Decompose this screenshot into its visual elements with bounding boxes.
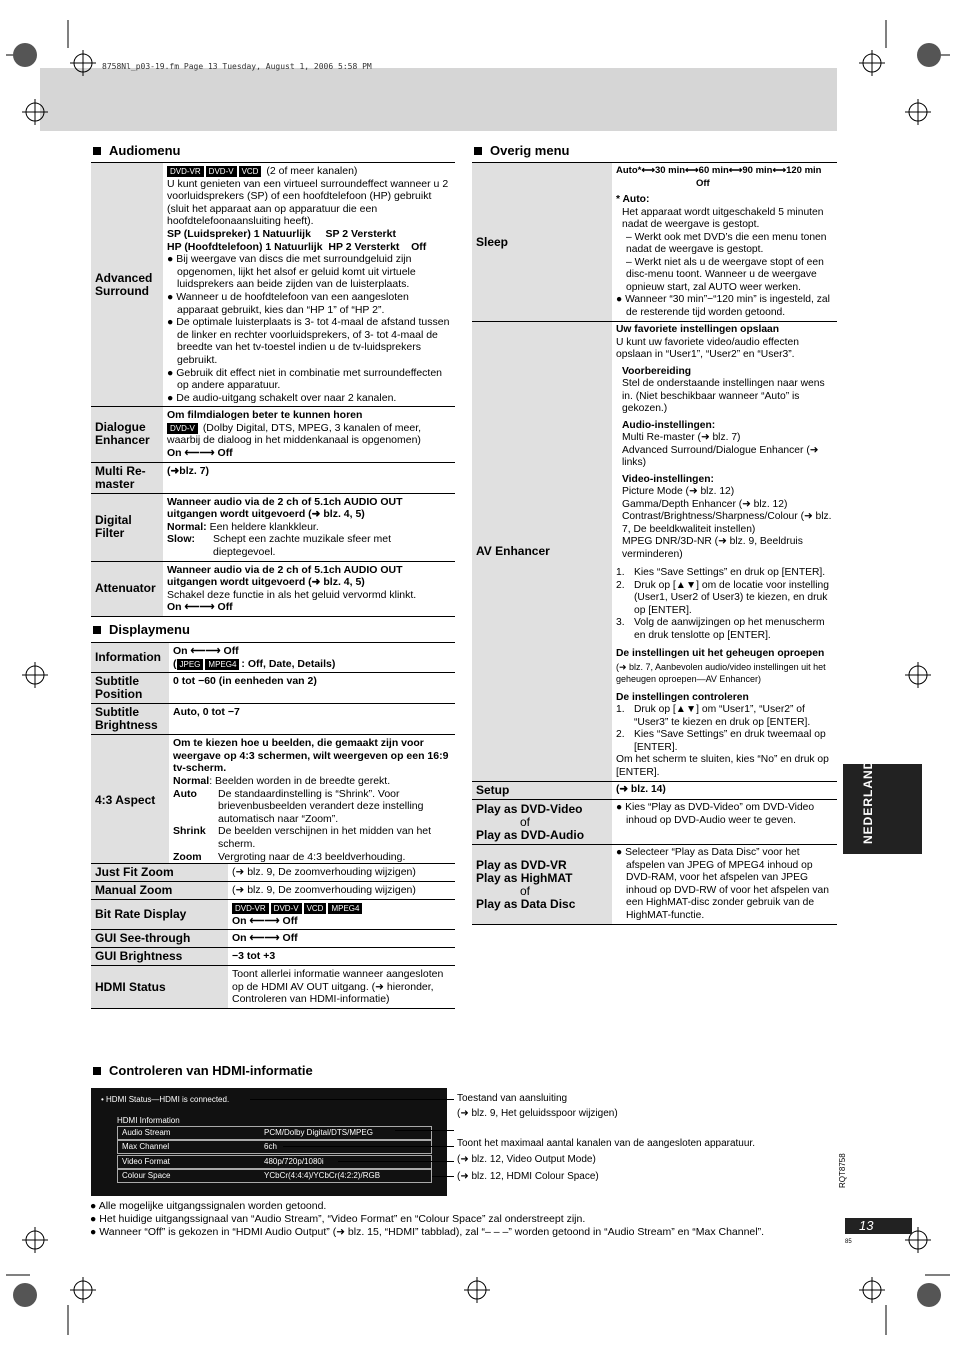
table-row (472, 782, 837, 800)
play-as-data-disc-value (612, 845, 837, 925)
table-row (472, 163, 837, 322)
callout-connection: Toestand van aansluiting (457, 1093, 568, 1104)
hdmi-info-screen (91, 1088, 447, 1196)
list-item: ● Wanneer “Off” is gekozen in “HDMI Audio Output” (➜ blz. 15, “HDMI” tabblad), zal “– – –” worden getoond in “Audio Stream” en “Max Channel”. (90, 1226, 765, 1238)
table-row (472, 800, 837, 845)
hdmi-row-colour-space: Colour Space YCbCr(4:4:4)/YCbCr(4:2:2)/RGB (117, 1169, 432, 1183)
table-row (91, 966, 455, 1009)
table-row (91, 930, 455, 948)
gui-brightness-key: GUI Brightness (91, 948, 228, 966)
just-fit-zoom-key: Just Fit Zoom (91, 864, 228, 882)
list-item: ● De optimale luisterplaats is 3- tot 4-maal de afstand tussen de linker en rechter voorluidsprekers, of 3- tot 4-maal de breedte van het tv-toestel indien u de tv-luidsprekers gebruikt. (167, 316, 450, 366)
setup-value: (➜ blz. 14) (612, 782, 837, 800)
hdmi-row-max-channel: Max Channel 6ch (117, 1140, 432, 1154)
sleep-key: Sleep (472, 163, 612, 322)
table-row (91, 864, 455, 882)
other-menu-title: Overig menu (474, 143, 569, 158)
list-item: ● Wanneer “30 min”−“120 min” is ingesteld, zal de resterende tijd worden getoond. (616, 294, 830, 318)
table-row (472, 322, 837, 782)
play-as-dvd-audio-key: Play as DVD-Video of Play as DVD-Audio (472, 800, 612, 845)
list-item: ● Selecteer “Play as Data Disc” voor het afspelen van JPEG of MPEG4 inhoud op DVD-RAM, voor het afspelen van JPEG inhoud op DVD-RW of voor het afspelen van een HighMAT-disc zonder gebruik van de HighMAT-functie. (616, 847, 830, 921)
hdmi-status-key: HDMI Status (91, 966, 228, 1009)
rqt-code: RQT8758 (838, 1153, 847, 1188)
list-item: ● Wanneer u de hoofdtelefoon van een aangesloten apparaat gebruikt, kies dan “HP 1” of “HP 2”. (167, 290, 409, 316)
table-row (91, 704, 455, 735)
list-item: 1. Kies “Save Settings” en druk op [ENTER]. (616, 567, 826, 578)
frame-info: 8758Nl_p03-19.fm Page 13 Tuesday, August 1, 2006 5:58 PM (102, 62, 372, 71)
advanced-surround-key: Advanced Surround (91, 163, 163, 407)
digital-filter-value: Wanneer audio via de 2 ch of 5.1ch AUDIO OUT uitgangen wordt uitgevoerd (➜ blz. 4, 5) Normal: Een heldere klankkleur. Slow: Schept een zachte muzikale sfeer met dieptegevoel. (163, 493, 455, 561)
advanced-surround-value: DVD-VR DVD-V VCD (2 of meer kanalen) U kunt genieten van een virtueel surroundeffect wanneer u 2 voorluidsprekers (SP) of een hoofdtelefoon (HP) gebruikt (sluit het apparaat aan op apparatuur die een hoofdtelefoonaansluiting heeft). SP (Luidspreker) 1 Natuurlijk SP 2 Versterkt HP (Hoofdtelefoon) 1 Natuurlijk HP 2 Versterkt Off ● Bij weergave van discs die met surroundgeluid zijn opgenomen, lijkt het alsof er geluid komt uit virtuele luidsprekers aan beide zijden van de luisterplaats. ● Wanneer u de hoofdtelefoon van een aangesloten apparaat gebruikt, kies dan “HP 1” of “HP 2”. ● De optimale luisterplaats is 3- tot 4-maal de afstand tussen de linker en rechter voorluidsprekers, of 3- tot 4-maal de breedte van het tv-toestel indien u de tv-luidsprekers gebruikt. ● Gebruik dit effect niet in combinatie met surroundeffecten op andere apparatuur. ● De audio-uitgang schakelt over naar 2 kanalen. (163, 163, 455, 407)
table-row (91, 163, 455, 407)
play-as-data-disc-key: Play as DVD-VR Play as HighMAT of Play as Data Disc (472, 845, 612, 925)
table-row (91, 948, 455, 966)
bit-rate-display-key: Bit Rate Display (91, 900, 228, 930)
display-menu-table-2 (91, 863, 455, 1009)
multi-remaster-value: (➜blz. 7) (163, 462, 455, 493)
av-enhancer-key: AV Enhancer (472, 322, 612, 782)
information-value: On ⟵⟶ Off ( JPEG MPEG4 : Off, Date, Details) (169, 643, 455, 673)
subtitle-brightness-key: Subtitle Brightness (91, 704, 169, 735)
subtitle-brightness-value: Auto, 0 tot −7 (169, 704, 455, 735)
table-row (91, 882, 455, 900)
bit-rate-display-value: DVD-VR DVD-V VCD MPEG4 On ⟵⟶ Off (228, 900, 455, 930)
hdmi-status-line: • HDMI Status—HDMI is connected. (101, 1095, 230, 1104)
hdmi-section-title: Controleren van HDMI-informatie (93, 1063, 313, 1078)
language-tab: NEDERLANDS (843, 764, 922, 854)
table-row (91, 900, 455, 930)
setup-key: Setup (472, 782, 612, 800)
hdmi-info-heading: HDMI Information (117, 1116, 180, 1125)
subtitle-position-value: 0 tot −60 (in eenheden van 2) (169, 673, 455, 704)
small-number: 85 (845, 1239, 852, 1245)
list-item: ● Kies “Play as DVD-Video” om DVD-Video inhoud op DVD-Audio weer te geven. (616, 802, 815, 826)
table-row (91, 735, 455, 866)
multi-remaster-key: Multi Re-master (91, 462, 163, 493)
list-item: ● Gebruik dit effect niet in combinatie met surroundeffecten op andere apparatuur. (167, 366, 443, 392)
audio-menu-title: Audiomenu (93, 143, 181, 158)
information-key: Information (91, 643, 169, 673)
aspect-value: Om te kiezen hoe u beelden, die gemaakt zijn voor weergave op 4:3 schermen, wilt weergeven op een 16:9 tv-scherm. Normal: Beelden worden in de breedte gerekt. Auto De standaardinstelling is “Shrink”. Voor brievenbusbeelden verandert deze instelling automatisch naar “Zoom”. Shrink De beelden verschijnen in het midden van het scherm. Zoom Vergroting naar de 4:3 beeldverhouding. (169, 735, 455, 866)
other-menu-table (472, 162, 837, 925)
hdmi-row-audio-stream: Audio Stream PCM/Dolby Digital/DTS/MPEG (117, 1126, 432, 1140)
list-item: 2. Kies “Save Settings” en druk tweemaal op [ENTER]. (616, 729, 826, 753)
callout-audio-stream: (➜ blz. 9, Het geluidsspoor wijzigen) (457, 1108, 618, 1119)
hdmi-status-value: Toont allerlei informatie wanneer aangesloten op de HDMI AV OUT uitgang. (➜ hieronder, Controleren van HDMI-informatie) (228, 966, 455, 1009)
aspect-key: 4:3 Aspect (91, 735, 169, 866)
table-row (91, 673, 455, 704)
dialogue-enhancer-key: Dialogue Enhancer (91, 407, 163, 462)
attenuator-value: Wanneer audio via de 2 ch of 5.1ch AUDIO OUT uitgangen wordt uitgevoerd (➜ blz. 4, 5) Schakel deze functie in als het geluid vervormd klinkt. On ⟵⟶ Off (163, 561, 455, 616)
gui-brightness-value: −3 tot +3 (228, 948, 455, 966)
table-row (91, 643, 455, 673)
callout-colour-space: (➜ blz. 12, HDMI Colour Space) (457, 1171, 599, 1182)
gui-see-through-key: GUI See-through (91, 930, 228, 948)
list-item: ● Het huidige uitgangssignaal van “Audio Stream”, “Video Format” en “Colour Space” zal onderstreept zijn. (90, 1213, 586, 1225)
table-row (91, 407, 455, 462)
audio-menu-table (91, 162, 455, 617)
table-row (91, 462, 455, 493)
dialogue-enhancer-value: Om filmdialogen beter te kunnen horen DVD-V (Dolby Digital, DTS, MPEG, 3 kanalen of meer, waarbij de dialoog in het middenkanaal is opgenomen) On ⟵⟶ Off (163, 407, 455, 462)
callout-max-channel: Toont het maximaal aantal kanalen van de aangesloten apparatuur. (457, 1138, 755, 1149)
play-as-dvd-audio-value (612, 800, 837, 845)
list-item: ● De audio-uitgang schakelt over naar 2 kanalen. (167, 391, 397, 404)
table-row (91, 561, 455, 616)
hdmi-row-video-format: Video Format 480p/720p/1080i (117, 1155, 432, 1169)
display-menu-table (91, 642, 455, 866)
just-fit-zoom-value: (➜ blz. 9, De zoomverhouding wijzigen) (228, 864, 455, 882)
subtitle-position-key: Subtitle Position (91, 673, 169, 704)
list-item: 3. Volg de aanwijzingen op het menuscherm en druk tenslotte op [ENTER]. (616, 617, 825, 641)
display-menu-title: Displaymenu (93, 622, 190, 637)
attenuator-key: Attenuator (91, 561, 163, 616)
manual-zoom-key: Manual Zoom (91, 882, 228, 900)
list-item: ● Alle mogelijke uitgangssignalen worden getoond. (90, 1200, 327, 1212)
table-row (472, 845, 837, 925)
digital-filter-key: Digital Filter (91, 493, 163, 561)
list-item: 2. Druk op [▲▼] om de locatie voor instelling (User1, User2 of User3) te kiezen, en druk op [ENTER]. (616, 579, 829, 616)
hdmi-notes (90, 1200, 764, 1239)
av-enhancer-value: Uw favoriete instellingen opslaan U kunt uw favoriete video/audio effecten opslaan in “User1”, “User2” en “User3”. Voorbereiding Stel de onderstaande instellingen naar wens in. (Niet beschikbaar wanneer “Auto” is gekozen.) Audio-instellingen: Multi Re-master (➜ blz. 7) Advanced Surround/Dialogue Enhancer (➜ links) Video-instellingen: Picture Mode (➜ blz. 12) Gamma/Depth Enhancer (➜ blz. 12) Contrast/Brightness/Sharpness/Colour (➜ blz. 7, De beeldkwaliteit instellen) MPEG DNR/3D-NR (➜ blz. 9, Beeldruis verminderen) 1. Kies “Save Settings” en druk op [ENTER]. 2. Druk op [▲▼] om de locatie voor instelling (User1, User2 of User3) te kiezen, en druk op [ENTER]. 3. Volg de aanwijzingen op het menuscherm en druk tenslotte op [ENTER]. De instellingen uit het geheugen oproepen (➜ blz. 7, Aanbevolen audio/video instellingen uit het geheugen oproepen—AV Enhancer) De instellingen controleren 1. Druk op [▲▼] om “User1”, “User2” of “User3” te kiezen en druk op [ENTER]. 2. Kies “Save Settings” en druk tweemaal op [ENTER]. Om het scherm te sluiten, kies “No” en druk op [ENTER]. (612, 322, 837, 782)
list-item: 1. Druk op [▲▼] om “User1”, “User2” of “User3” te kiezen en druk op [ENTER]. (616, 704, 811, 728)
page-number: 13 (845, 1218, 912, 1234)
gui-see-through-value: On ⟵⟶ Off (228, 930, 455, 948)
callout-video-format: (➜ blz. 12, Video Output Mode) (457, 1154, 596, 1165)
sleep-value: Auto*⟷30 min⟷60 min⟷90 min⟷120 min Off * Auto: Het apparaat wordt uitgeschakeld 5 minuten nadat de weergave is gestopt. – Werkt ook met DVD’s die een menu tonen nadat de weergave is gestopt. – Werkt niet als u de weergave stopt of een disc-menu toont. Wanneer u de weergave opnieuw start, zal AUTO weer werken. ● Wanneer “30 min”−“120 min” is ingesteld, zal de resterende tijd worden getoond. (612, 163, 837, 322)
manual-zoom-value: (➜ blz. 9, De zoomverhouding wijzigen) (228, 882, 455, 900)
list-item: ● Bij weergave van discs die met surroundgeluid zijn opgenomen, lijkt het alsof er geluid komt uit virtuele luidsprekers aan beide zijden van de luisterplaats. (167, 253, 416, 291)
table-row (91, 493, 455, 561)
